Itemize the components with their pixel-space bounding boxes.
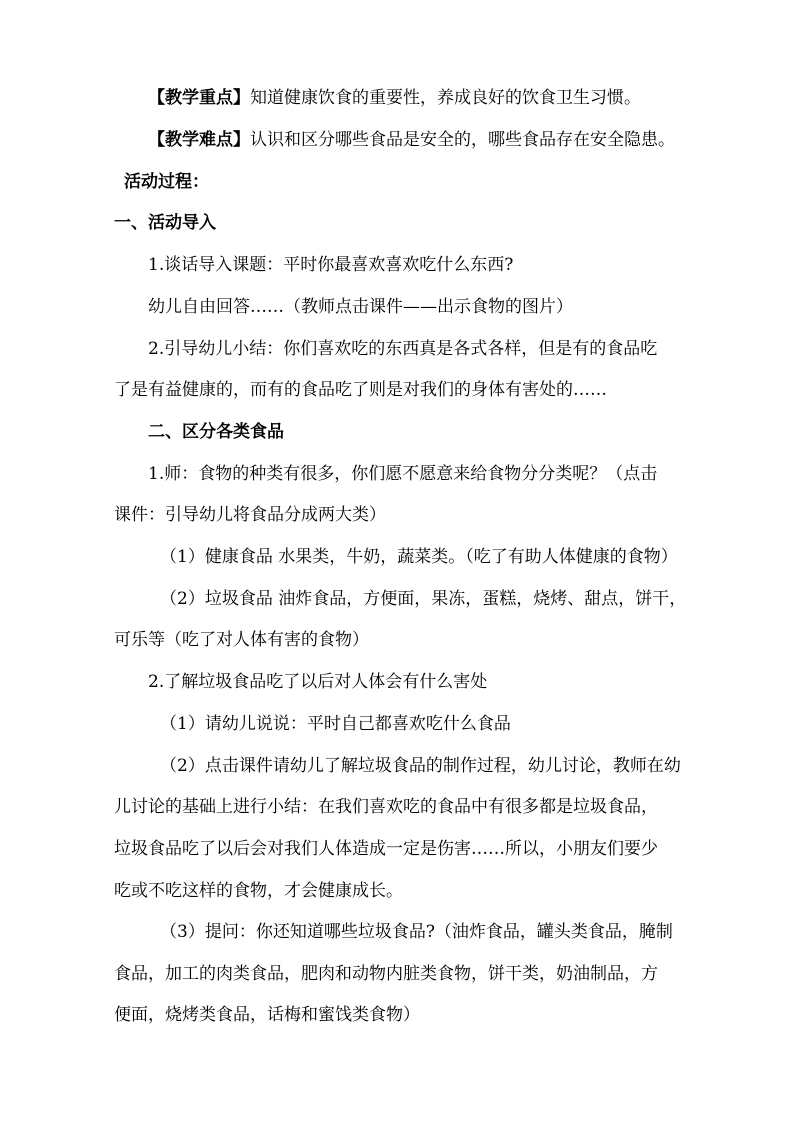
s1-item2-line2: 了是有益健康的，而有的食品吃了则是对我们的身体有害处的…… — [114, 380, 607, 400]
s2-item2-sub1: （1）请幼儿说说：平时自己都喜欢吃什么食品 — [160, 714, 511, 734]
s2-item1-sub2-line1: （2）垃圾食品 油炸食品，方便面，果冻，蛋糕，烧烤、甜点，饼干， — [160, 589, 687, 609]
s2-item1-sub1: （1）健康食品 水果类，牛奶，蔬菜类。（吃了有助人体健康的食物） — [160, 547, 678, 567]
section2-heading: 二、区分各类食品 — [148, 422, 284, 442]
s2-item2-sub2-line1: （2）点击课件请幼儿了解垃圾食品的制作过程，幼儿讨论，教师在幼 — [160, 756, 681, 776]
s1-item1-answer: 幼儿自由回答……（教师点击课件——出示食物的图片） — [148, 297, 573, 317]
teaching-focus — [148, 86, 641, 110]
teaching-difficulty-text: 认识和区分哪些食品是安全的，哪些食品存在安全隐患。 — [250, 130, 675, 150]
section1-heading: 一、活动导入 — [114, 213, 216, 233]
s2-item2-sub2-line2: 儿讨论的基础上进行小结：在我们喜欢吃的食品中有很多都是垃圾食品， — [114, 797, 658, 817]
s1-item1: 1.谈话导入课题：平时你最喜欢喜欢吃什么东西? — [148, 255, 514, 275]
teaching-focus-text: 知道健康饮食的重要性，养成良好的饮食卫生习惯。 — [250, 88, 641, 108]
s1-item2-line1: 2.引导幼儿小结：你们喜欢吃的东西真是各式各样，但是有的食品吃 — [148, 339, 658, 359]
s2-item2-sub3-line1: （3）提问：你还知道哪些垃圾食品?（油炸食品，罐头类食品，腌制 — [160, 922, 673, 942]
s2-item2-sub2-line3: 垃圾食品吃了以后会对我们人体造成一定是伤害……所以，小朋友们要少 — [114, 839, 658, 859]
s2-item1-line1: 1.师：食物的种类有很多，你们愿不愿意来给食物分分类呢？（点击 — [148, 464, 658, 484]
s2-item2-sub3-line3: 便面，烧烤类食品，话梅和蜜饯类食物） — [114, 1005, 420, 1025]
s2-item1-sub2-line2: 可乐等（吃了对人体有害的食物） — [114, 630, 369, 650]
s2-item2-sub2-line4: 吃或不吃这样的食物，才会健康成长。 — [114, 881, 403, 901]
process-heading: 活动过程： — [124, 172, 209, 192]
teaching-difficulty-label: 【教学难点】 — [148, 130, 250, 150]
s2-item2: 2.了解垃圾食品吃了以后对人体会有什么害处 — [148, 672, 488, 692]
teaching-difficulty — [148, 128, 675, 152]
s2-item1-line2: 课件：引导幼儿将食品分成两大类） — [114, 505, 386, 525]
teaching-focus-label: 【教学重点】 — [148, 88, 250, 108]
s2-item2-sub3-line2: 食品，加工的肉类食品，肥肉和动物内脏类食物，饼干类，奶油制品，方 — [114, 964, 658, 984]
